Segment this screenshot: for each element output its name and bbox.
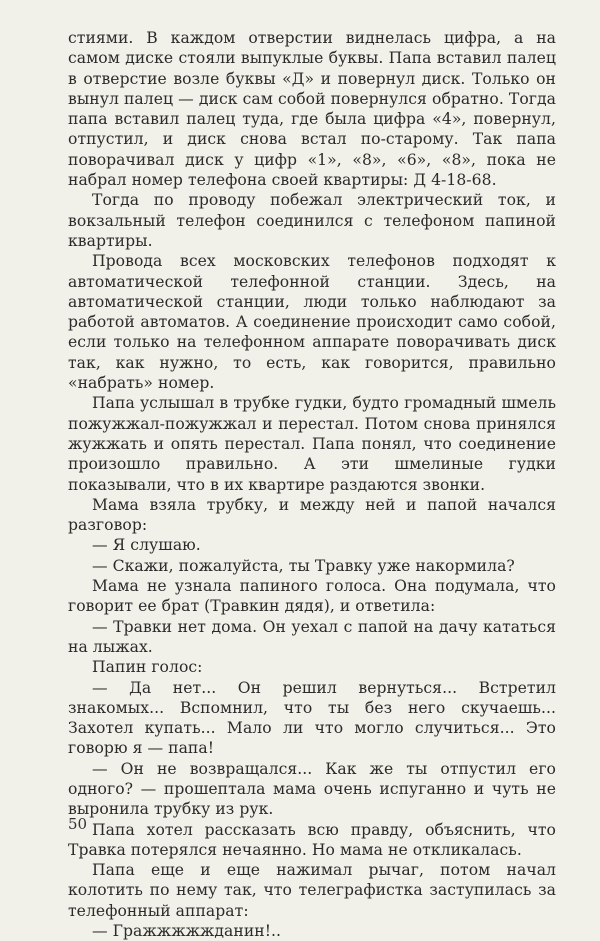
page-number: 50 [68,815,88,833]
dialogue-line: — Травки нет дома. Он уехал с папой на дачу кататься на лыжах. [68,617,556,656]
dialogue-line: — Скажи, пожалуйста, ты Травку уже накормила? [92,556,515,575]
body-text [68,28,556,941]
paragraph: Папа услышал в трубке гудки, будто громадный шмель пожужжал-пожужжал и перестал. Потом снова принялся жужжать и опять перестал. Папа понял, что соединение произошло правильно. А эти шмелиные гудки показывали, что в их квартире раздаются звонки. [68,394,556,494]
dialogue-line: — Я слушаю. [92,536,201,555]
paragraph: Мама не узнала папиного голоса. Она подумала, что говорит ее брат (Травкин дядя), и ответила: [68,577,556,616]
paragraph: Мама взяла трубку, и между ней и папой начался разговор: [68,495,556,535]
paragraph: Провода всех московских телефонов подходят к автоматической телефонной станции. Здесь, на автоматической станции, люди только наблюдают за работой автоматов. А соединение происходит само собой, если только на телефонном аппарате поворачивать диск так, как нужно, то есть, как говорится, правильно «набрать» номер. [68,252,556,393]
paragraph: Папа еще и еще нажимал рычаг, потом начал колотить по нему так, что телеграфистка заступилась за телефонный аппарат: [68,861,556,920]
paragraph: Тогда по проводу побежал электрический ток, и вокзальный телефон соединился с телефоном папиной квартиры. [68,191,556,250]
dialogue-line: — Он не возвращался... Как же ты отпустил его одного? — прошептала мама очень испуганно и чуть не выронила трубку из рук. [68,759,556,819]
paragraph: Папин голос: [92,658,203,677]
dialogue-line: — Да нет... Он решил вернуться... Встретил знакомых... Вспомнил, что ты без него скучаешь... Захотел купать... Мало ли что могло случиться... Это говорю я — папа! [68,678,556,758]
paragraph: стиями. В каждом отверстии виднелась цифра, а на самом диске стояли выпуклые буквы. Папа вставил палец в отверстие возле буквы «Д» и повернул диск. Только он вынул палец — диск сам собой повернулся обратно. Тогда папа вставил палец туда, где была цифра «4», повернул, отпустил, и диск снова встал по-старому. Так папа поворачивал диск у цифр «1», «8», «6», «8», пока не набрал номер телефона своей квартиры: Д 4-18-68. [68,29,556,190]
paragraph: Папа хотел рассказать всю правду, объяснить, что Травка потерялся нечаянно. Но мама не откликалась. [68,820,556,859]
dialogue-line: — Гражжжжжданин!.. [92,922,282,941]
